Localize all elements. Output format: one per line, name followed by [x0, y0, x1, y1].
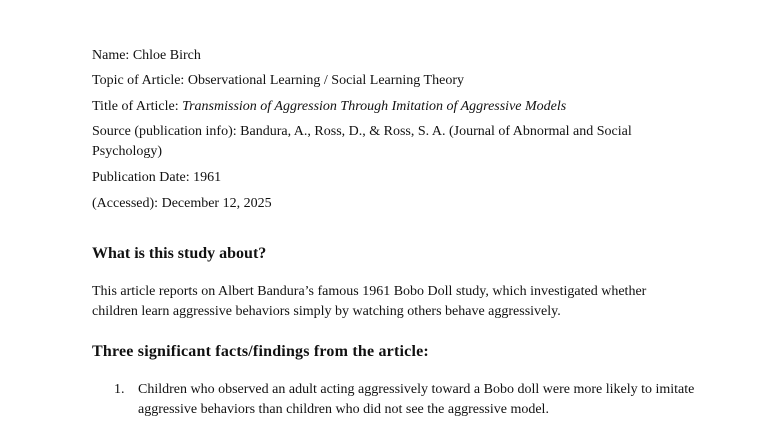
name-label: Name: [92, 48, 130, 63]
source-label: Source (publication info): [92, 124, 237, 139]
topic-value: Observational Learning / Social Learning Theory [187, 73, 464, 88]
accessed-value: December 12, 2025 [161, 196, 272, 211]
pubdate-value: 1961 [193, 170, 222, 185]
name-line [92, 46, 201, 66]
source-line [92, 122, 692, 162]
title-value: Transmission of Aggression Through Imitation of Aggressive Models [182, 99, 567, 114]
about-heading: What is this study about? [92, 245, 267, 262]
topic-label: Topic of Article: [92, 73, 185, 88]
name-value: Chloe Birch [132, 48, 201, 63]
about-paragraph: This article reports on Albert Bandura’s famous 1961 Bobo Doll study, which investigated whether children learn aggressive behaviors simply by watching others behave aggressively. [92, 284, 647, 319]
accessed-label: (Accessed): [92, 196, 159, 211]
list-item-text: Children who observed an adult acting aggressively toward a Bobo doll were more likely to imitate aggressive behaviors than children who did not see the aggressive model. [138, 382, 695, 417]
pubdate-label: Publication Date: [92, 170, 190, 185]
title-label: Title of Article: [92, 99, 179, 114]
facts-heading: Three significant facts/findings from the article: [92, 343, 429, 360]
accessed-line [92, 194, 272, 214]
list-item-number: 1. [114, 382, 125, 397]
source-value: Bandura, A., Ross, D., & Ross, S. A. (Journal of Abnormal and Social Psychology) [92, 124, 632, 159]
title-line [92, 97, 566, 117]
topic-line [92, 71, 464, 91]
pubdate-line [92, 168, 221, 188]
